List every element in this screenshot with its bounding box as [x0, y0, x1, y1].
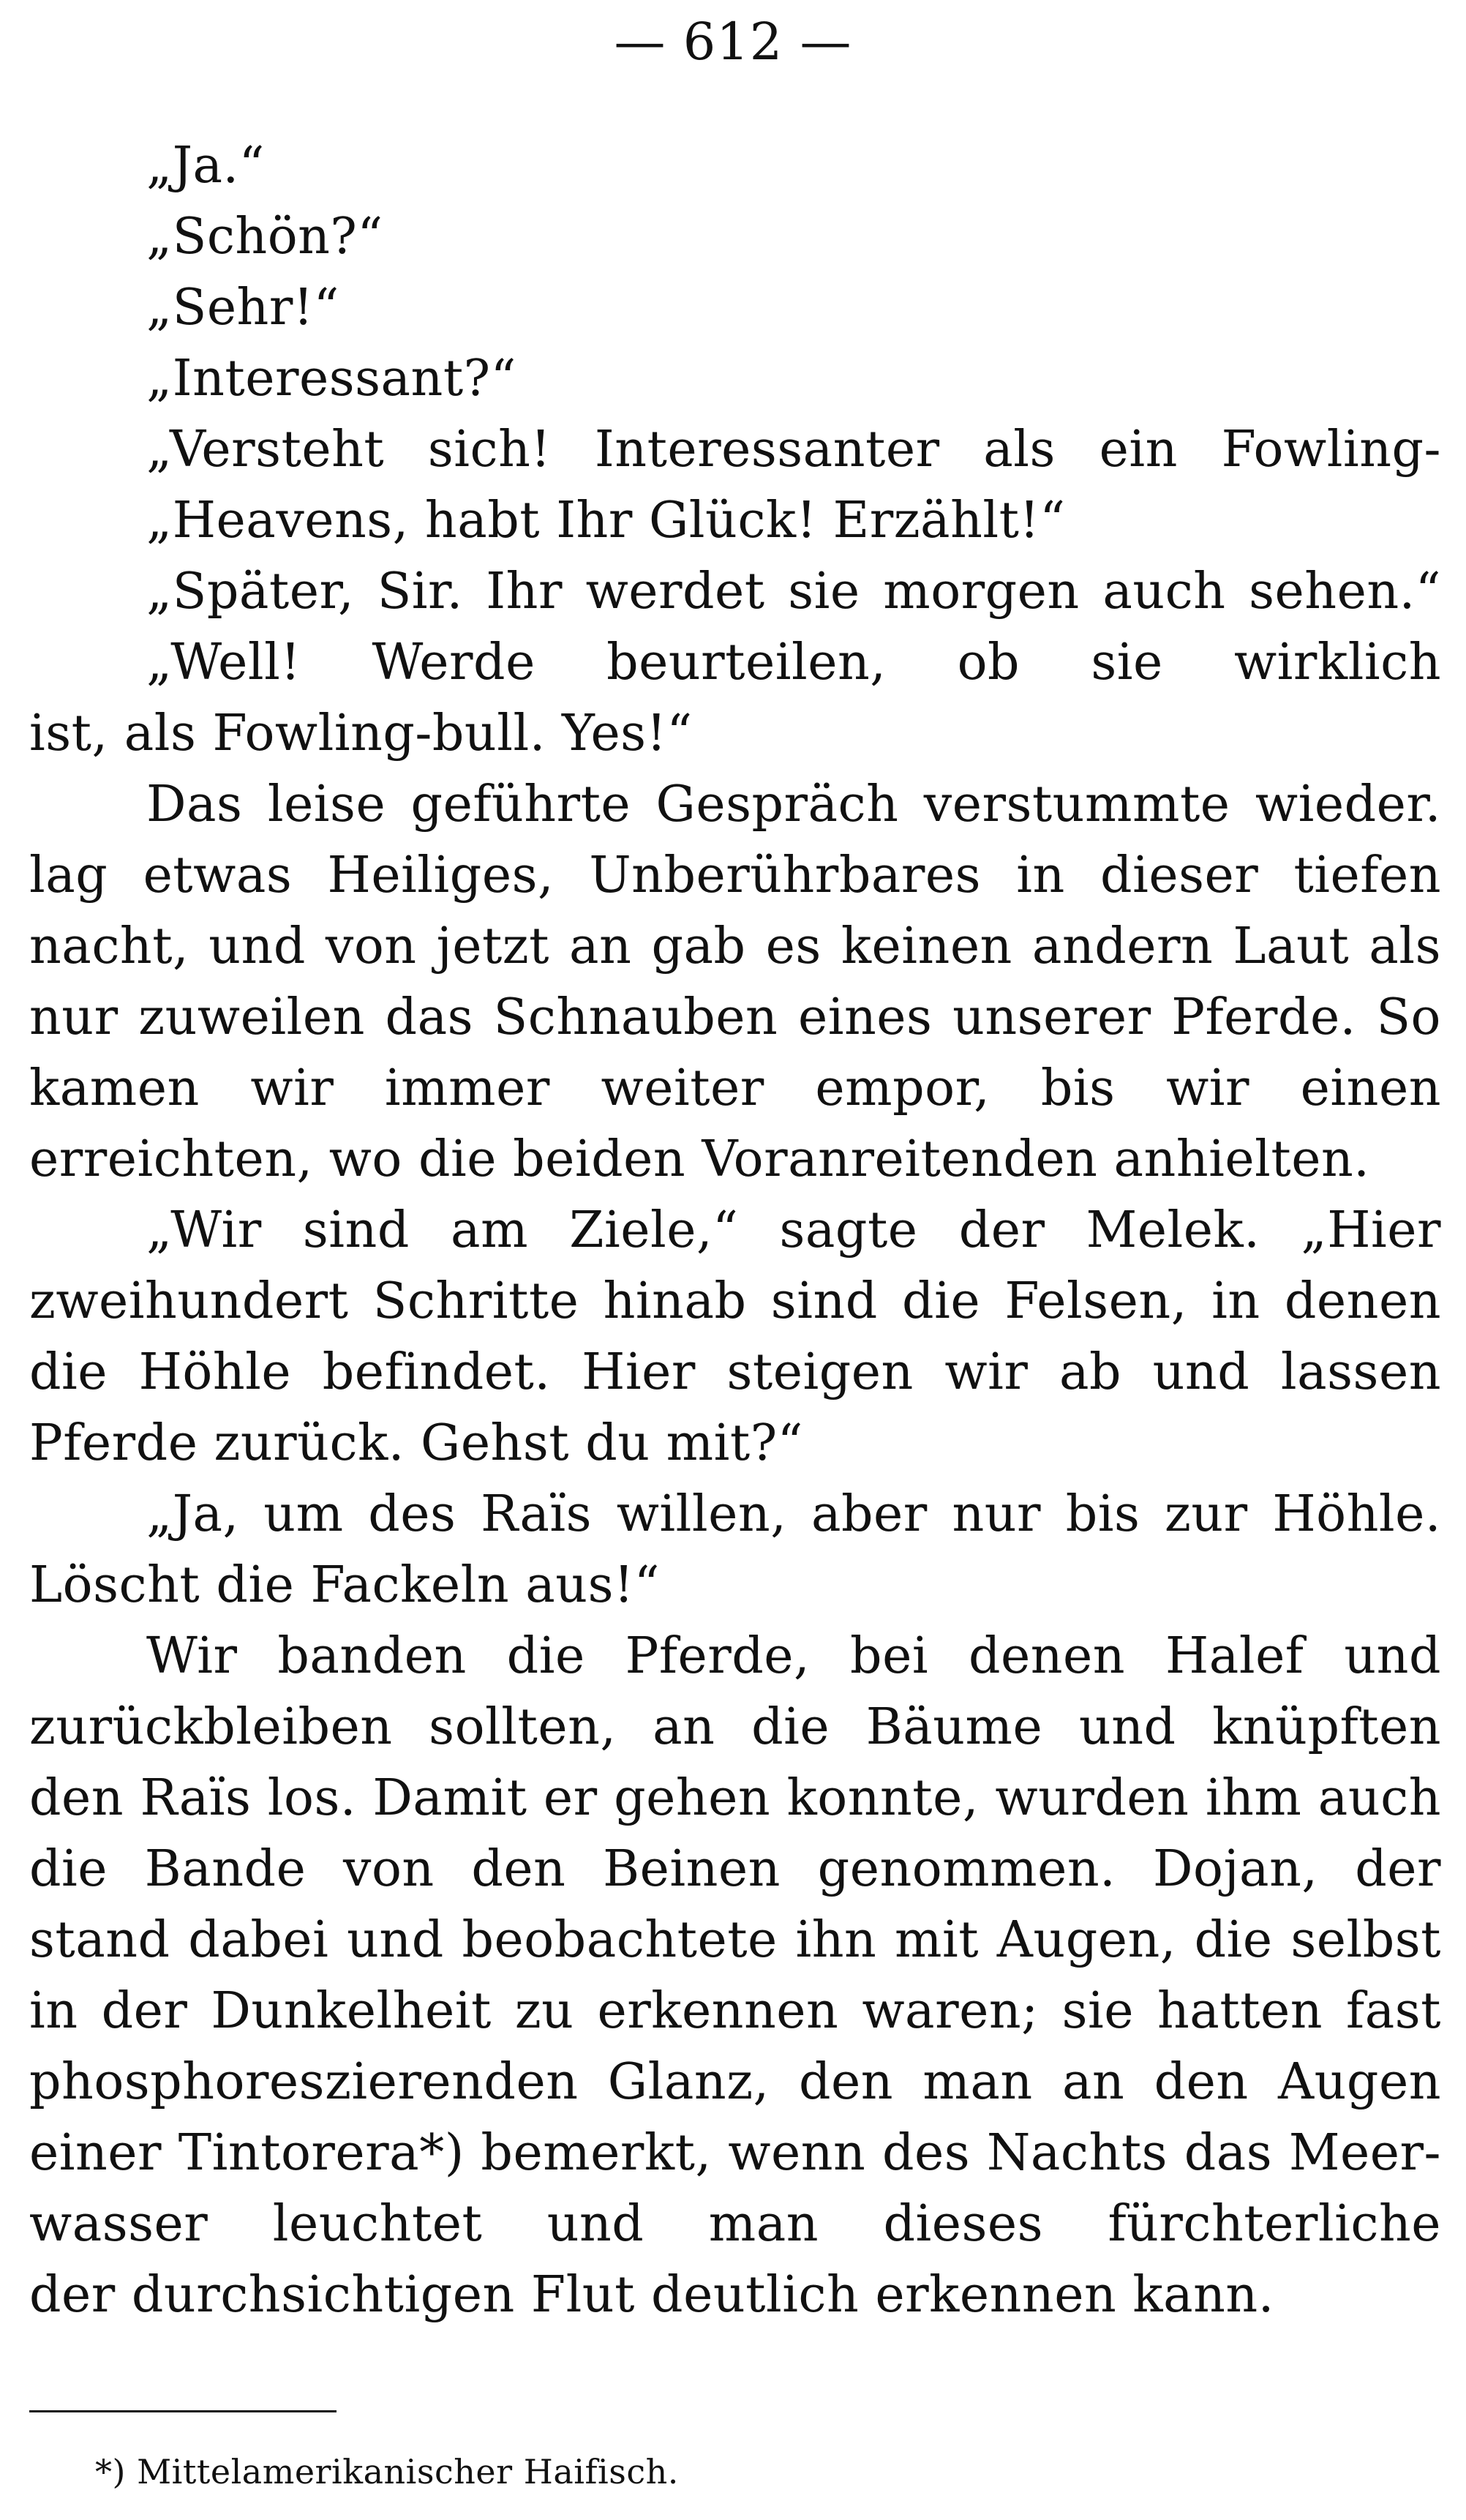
text-line: stand dabei und beobachtete ihn mit Augen, die selbst — [29, 1911, 1441, 1969]
body-text — [29, 130, 1441, 2330]
footnote: *) Mittelamerikanischer Haifisch. — [95, 2452, 679, 2491]
text-line: erreichten, wo die beiden Voranreitenden anhielten. — [29, 1130, 1370, 1188]
text-line: „Ja.“ — [146, 137, 265, 195]
text-line: lag etwas Heiliges, Unberührbares in dieser tiefen — [29, 847, 1441, 904]
text-line: „Ja, um des Raïs willen, aber nur bis zur Höhle. — [146, 1485, 1441, 1543]
text-line: „Heavens, habt Ihr Glück! Erzählt!“ — [146, 492, 1066, 550]
text-line: Löscht die Fackeln aus!“ — [29, 1556, 661, 1614]
text-line: Das leise geführte Gespräch verstummte wieder. — [146, 776, 1441, 833]
text-line: „Well! Werde beurteilen, ob sie wirklich — [146, 634, 1441, 691]
text-line: zweihundert Schritte hinab sind die Felsen, in denen — [29, 1272, 1441, 1330]
text-line: „Später, Sir. Ihr werdet sie morgen auch sehen.“ — [146, 563, 1441, 620]
text-line: „Interessant?“ — [146, 350, 516, 408]
text-line: der durchsichtigen Flut deutlich erkennen kann. — [29, 2266, 1274, 2324]
text-line: wasser leuchtet und man dieses fürchterliche — [29, 2195, 1441, 2253]
footnote-divider — [29, 2410, 337, 2412]
text-line: die Höhle befindet. Hier steigen wir ab und lassen — [29, 1343, 1441, 1401]
text-line: die Bande von den Beinen genommen. Dojan, der — [29, 1840, 1441, 1898]
text-line: „Versteht sich! Interessanter als ein Fowling- — [146, 421, 1441, 479]
text-line: kamen wir immer weiter empor, bis wir einen — [29, 1060, 1441, 1117]
text-line: ist, als Fowling-bull. Yes!“ — [29, 705, 693, 762]
text-line: zurückbleiben sollten, an die Bäume und knüpften — [29, 1698, 1441, 1756]
text-line: phosphoreszierenden Glanz, den man an den Augen — [29, 2053, 1441, 2111]
text-line: „Schön?“ — [146, 208, 383, 266]
text-line: einer Tintorera*) bemerkt, wenn des Nachts das Meer- — [29, 2124, 1441, 2182]
page-number: — 612 — — [614, 12, 852, 72]
text-line: den Raïs los. Damit er gehen konnte, wurden ihm auch — [29, 1769, 1441, 1827]
text-line: in der Dunkelheit zu erkennen waren; sie hatten fast — [29, 1982, 1441, 2040]
text-line: Wir banden die Pferde, bei denen Halef und — [146, 1627, 1441, 1685]
text-line: Pferde zurück. Gehst du mit?“ — [29, 1414, 803, 1472]
text-line: „Sehr!“ — [146, 279, 339, 337]
text-line: „Wir sind am Ziele,“ sagte der Melek. „Hier — [146, 1201, 1441, 1259]
text-line: nur zuweilen das Schnauben eines unserer Pferde. So — [29, 989, 1441, 1046]
text-line: nacht, und von jetzt an gab es keinen andern Laut als — [29, 918, 1441, 975]
